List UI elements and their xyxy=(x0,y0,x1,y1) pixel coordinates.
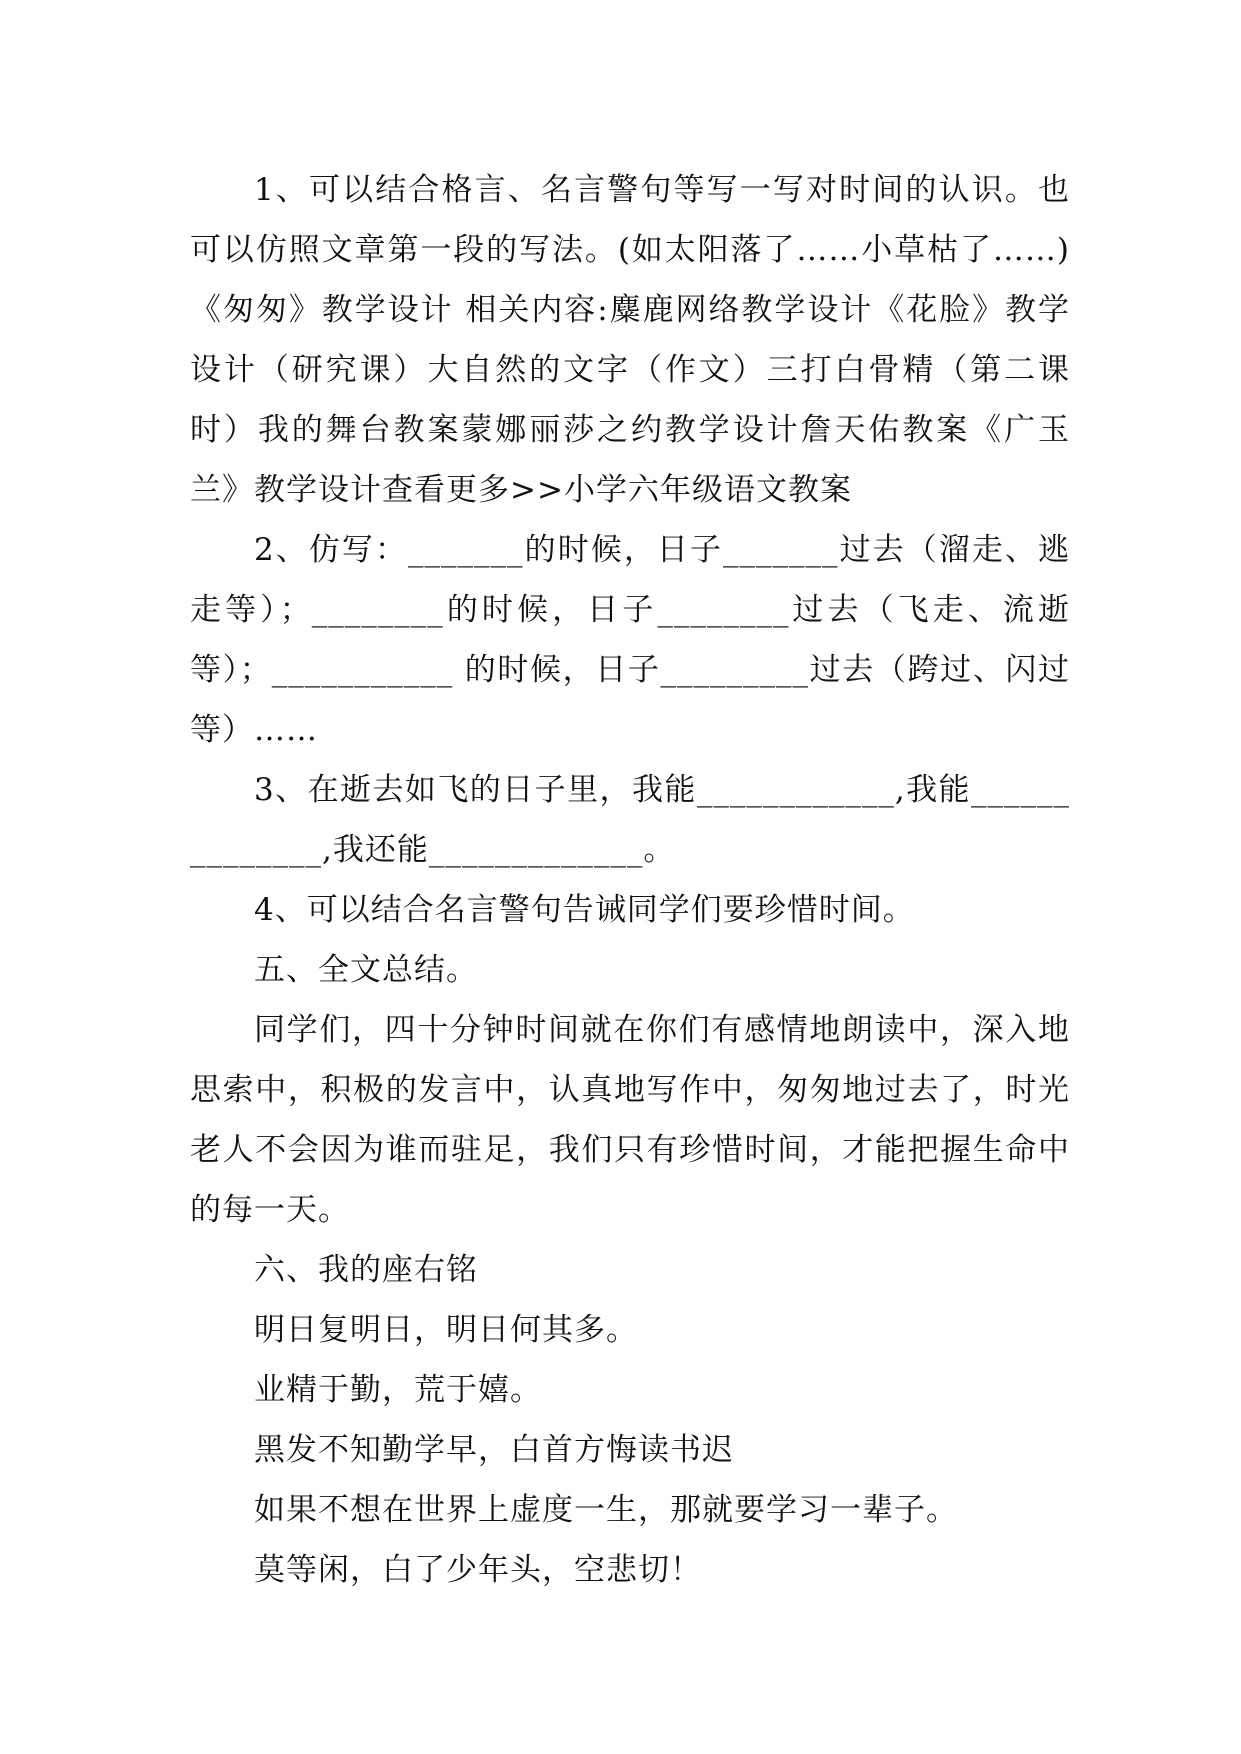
motto-line-2: 业精于勤，荒于嬉。 xyxy=(254,1372,542,1408)
section-heading-motto: 六、我的座右铭 xyxy=(254,1252,478,1288)
section-heading-summary: 五、全文总结。 xyxy=(254,952,478,988)
paragraph-item-3: 3、在逝去如飞的日子里，我能____________,我能______________,我还能_____________。 xyxy=(190,772,1070,868)
paragraph-item-4: 4、可以结合名言警句告诫同学们要珍惜时间。 xyxy=(254,892,915,928)
motto-line-5: 莫等闲，白了少年头，空悲切！ xyxy=(254,1552,702,1588)
motto-line-1: 明日复明日，明日何其多。 xyxy=(254,1312,638,1348)
paragraph-item-2: 2、仿写：_______的时候，日子_______过去（溜走、逃走等）；________的时候，日子________过去（飞走、流逝等）；___________ 的时候，日子_________过去（跨过、闪过等）…… xyxy=(190,532,1070,748)
motto-line-3: 黑发不知勤学早，白首方悔读书迟 xyxy=(254,1432,734,1468)
paragraph-item-1: 1、可以结合格言、名言警句等写一写对时间的认识。也可以仿照文章第一段的写法。(如太阳落了……小草枯了……)《匆匆》教学设计 相关内容:麋鹿网络教学设计《花脸》教学设计（研究课）大自然的文字（作文）三打白骨精（第二课时）我的舞台教案蒙娜丽莎之约教学设计詹天佑教案《广玉兰》教学设计查看更多>>小学六年级语文教案 xyxy=(190,172,1070,508)
motto-line-4: 如果不想在世界上虚度一生，那就要学习一辈子。 xyxy=(254,1492,958,1528)
paragraph-summary: 同学们，四十分钟时间就在你们有感情地朗读中，深入地思索中，积极的发言中，认真地写作中，匆匆地过去了，时光老人不会因为谁而驻足，我们只有珍惜时间，才能把握生命中的每一天。 xyxy=(190,1012,1070,1228)
document-page xyxy=(190,160,1070,1600)
